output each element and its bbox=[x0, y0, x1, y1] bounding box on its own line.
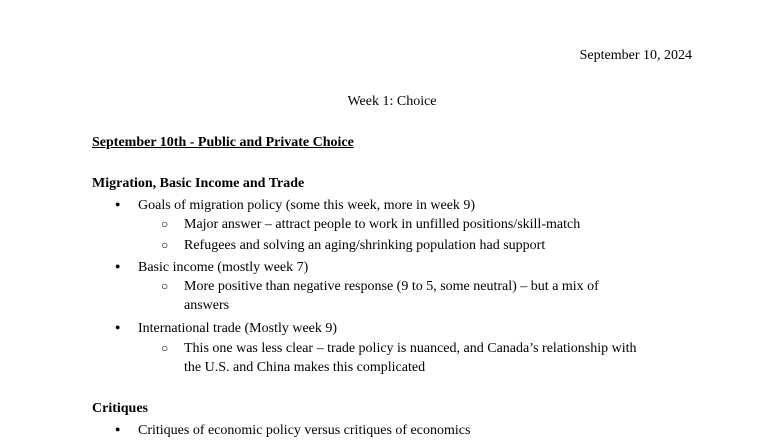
circle-bullet-icon: ○ bbox=[161, 341, 169, 355]
list-item bbox=[115, 317, 337, 339]
list-item bbox=[115, 256, 308, 278]
circle-bullet-icon: ○ bbox=[161, 238, 169, 252]
sub-list-item bbox=[161, 338, 637, 359]
list-item-text: Goals of migration policy (some this week, more in week 9) bbox=[138, 198, 476, 213]
circle-bullet-icon: ○ bbox=[161, 217, 169, 231]
sub-list-item-text: Major answer – attract people to work in unfilled positions/skill-match bbox=[184, 217, 581, 232]
list-item bbox=[115, 194, 475, 216]
bullet-icon: ● bbox=[115, 199, 121, 209]
list-item bbox=[115, 419, 470, 441]
sub-list-item bbox=[161, 276, 599, 297]
sub-list-item-text: Refugees and solving an aging/shrinking population had support bbox=[184, 238, 546, 253]
bullet-icon: ● bbox=[115, 424, 121, 434]
circle-bullet-icon: ○ bbox=[161, 279, 169, 293]
sub-list-item-text: More positive than negative response (9 to 5, some neutral) – but a mix of bbox=[184, 279, 599, 294]
section-title: September 10th - Public and Private Choice bbox=[92, 135, 354, 150]
sub-list-item bbox=[161, 214, 580, 235]
sub-list-item-continuation: answers bbox=[184, 298, 230, 313]
bullet-icon: ● bbox=[115, 261, 121, 271]
list-item-text: Basic income (mostly week 7) bbox=[138, 260, 309, 275]
sub-list-item-continuation: the U.S. and China makes this complicated bbox=[184, 360, 426, 375]
migration-heading: Migration, Basic Income and Trade bbox=[92, 176, 305, 191]
sub-list-item-text: This one was less clear – trade policy is nuanced, and Canada’s relationship with bbox=[184, 341, 637, 356]
bullet-icon: ● bbox=[115, 322, 121, 332]
list-item-text: Critiques of economic policy versus critiques of economics bbox=[138, 423, 471, 438]
sub-list-item bbox=[161, 235, 545, 256]
document-title: Week 1: Choice bbox=[347, 94, 437, 109]
document-date: September 10, 2024 bbox=[579, 48, 692, 63]
critiques-heading: Critiques bbox=[92, 401, 148, 416]
list-item-text: International trade (Mostly week 9) bbox=[138, 321, 338, 336]
